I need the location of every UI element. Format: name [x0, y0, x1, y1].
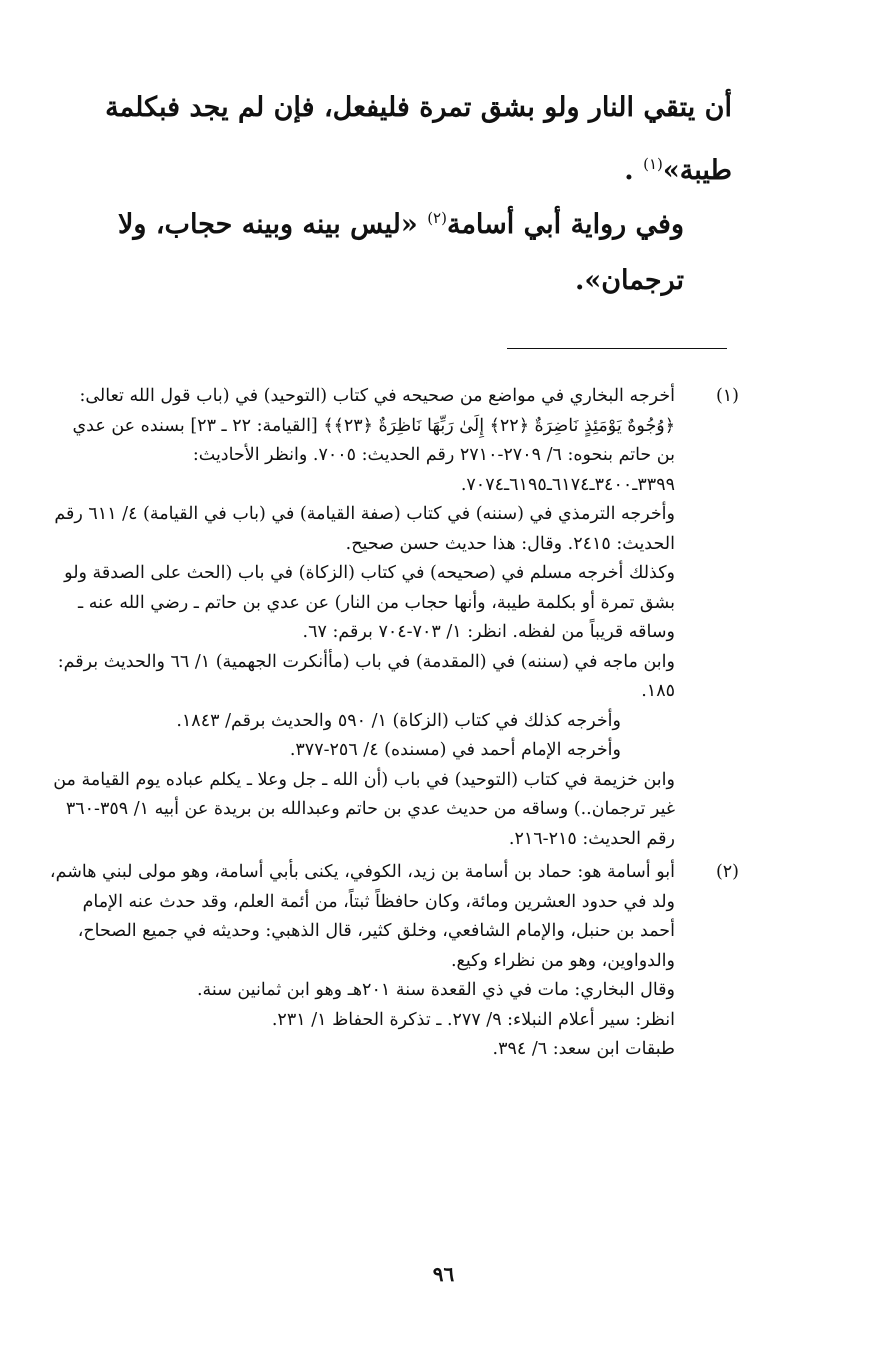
footnote-paragraph: أخرجه البخاري في مواضع من صحيحه في كتاب (التوحيد) في (باب قول الله تعالى: ﴿وُجُوهٌ يَوْمَئِذٍ نَاضِرَةٌ ﴿٢٢﴾ إِلَىٰ رَبِّهَا نَاظِرَةٌ ﴿٢٣﴾﴾ [القيامة: ٢٢ ـ ٢٣] بسنده عن عدي بن حاتم بنحوه: ٦/ ٢٧٠٩-٢٧١٠ رقم الحديث: ٧٠٠٥. وانظر الأحاديث: ٣٣٩٩ـ٣٤٠٠ـ٦١٧٤ـ٦١٩٥ـ٧٠٧٤. — [72, 386, 675, 495]
footnote-paragraph: أبو أسامة هو: حماد بن أسامة بن زيد، الكوفي، يكنى بأبي أسامة، وهو مولى لبني هاشم، ولد في حدود العشرين ومائة، وكان حافظاً ثبتاً، من أئمة العلم، وقد حدث عنه الإمام أحمد بن حنبل، والإمام الشافعي، وخلق كثير، قال الذهبي: وحديثه في جميع الصحاح، والدواوين، وهو من نظراء وكيع. — [49, 862, 675, 971]
footnote-paragraph: انظر: سير أعلام النبلاء: ٩/ ٢٧٧. ـ تذكرة الحفاظ ١/ ٢٣١. — [271, 1009, 675, 1030]
footnote-paragraph: وابن ماجه في (سننه) في (المقدمة) في باب (مأأنكرت الجهمية) ١/ ٦٦ والحديث برقم: ١٨٥. — [57, 651, 675, 701]
footnote-2 — [49, 858, 739, 1065]
page-number: ٩٦ — [432, 1262, 455, 1286]
footnote-paragraph: وأخرجه الإمام أحمد في (مسنده) ٤/ ٢٥٦-٣٧٧. — [289, 740, 621, 760]
main-text-2: وفي رواية أبي أسامة — [446, 209, 684, 240]
footnotes — [49, 382, 739, 1065]
footnote-ref-1[interactable]: (١) — [643, 155, 663, 173]
main-paragraph-2 — [52, 190, 732, 309]
footnote-separator — [507, 348, 727, 349]
footnote-paragraph: وابن خزيمة في كتاب (التوحيد) في باب (أن الله ـ جل وعلا ـ يكلم عباده يوم القيامة من غير ترجمان..) وساقه من حديث عدي بن حاتم وعبدالله بن بريدة عن أبيه ١/ ٣٥٩-٣٦٠ رقم الحديث: ٢١٥-٢١٦. — [53, 769, 675, 849]
footnote-paragraph: وقال البخاري: مات في ذي القعدة سنة ٢٠١هـ وهو ابن ثمانين سنة. — [196, 980, 675, 1000]
footnote-1 — [49, 382, 739, 854]
footnote-ref-2[interactable]: (٢) — [427, 209, 447, 227]
main-text-1: أن يتقي النار ولو بشق تمرة فليفعل، فإن لم يجد فبكلمة طيبة» — [105, 92, 732, 186]
footnote-number: (٢) — [715, 862, 739, 882]
main-text-2-quote: «ليس بينه وبينه حجاب، ولا ترجمان». — [117, 209, 684, 296]
footnote-paragraph: وكذلك أخرجه مسلم في (صحيحه) في كتاب (الزكاة) في باب (الحث على الصدقة ولو بشق تمرة أو بكلمة طيبة، وأنها حجاب من النار) عن عدي بن حاتم ـ رضي الله عنه ـ وساقه قريباً من لفظه. انظر: ١/ ٧٠٣-٧٠٤ برقم: ٦٧. — [64, 563, 675, 642]
main-paragraph-1: أن يتقي النار ولو بشق تمرة فليفعل، فإن لم يجد فبكلمة طيبة»$^{(١)}$ . — [105, 92, 732, 186]
footnote-paragraph: طبقات ابن سعد: ٦/ ٣٩٤. — [492, 1039, 675, 1059]
footnote-number: (١) — [715, 386, 739, 406]
footnote-paragraph: وأخرجه كذلك في كتاب (الزكاة) ١/ ٥٩٠ والحديث برقم/ ١٨٤٣. — [176, 710, 621, 731]
footnote-paragraph: وأخرجه الترمذي في (سننه) في كتاب (صفة القيامة) في (باب في القيامة) ٤/ ٦١١ رقم الحديث: ٢٤١٥. وقال: هذا حديث حسن صحيح. — [54, 504, 675, 554]
